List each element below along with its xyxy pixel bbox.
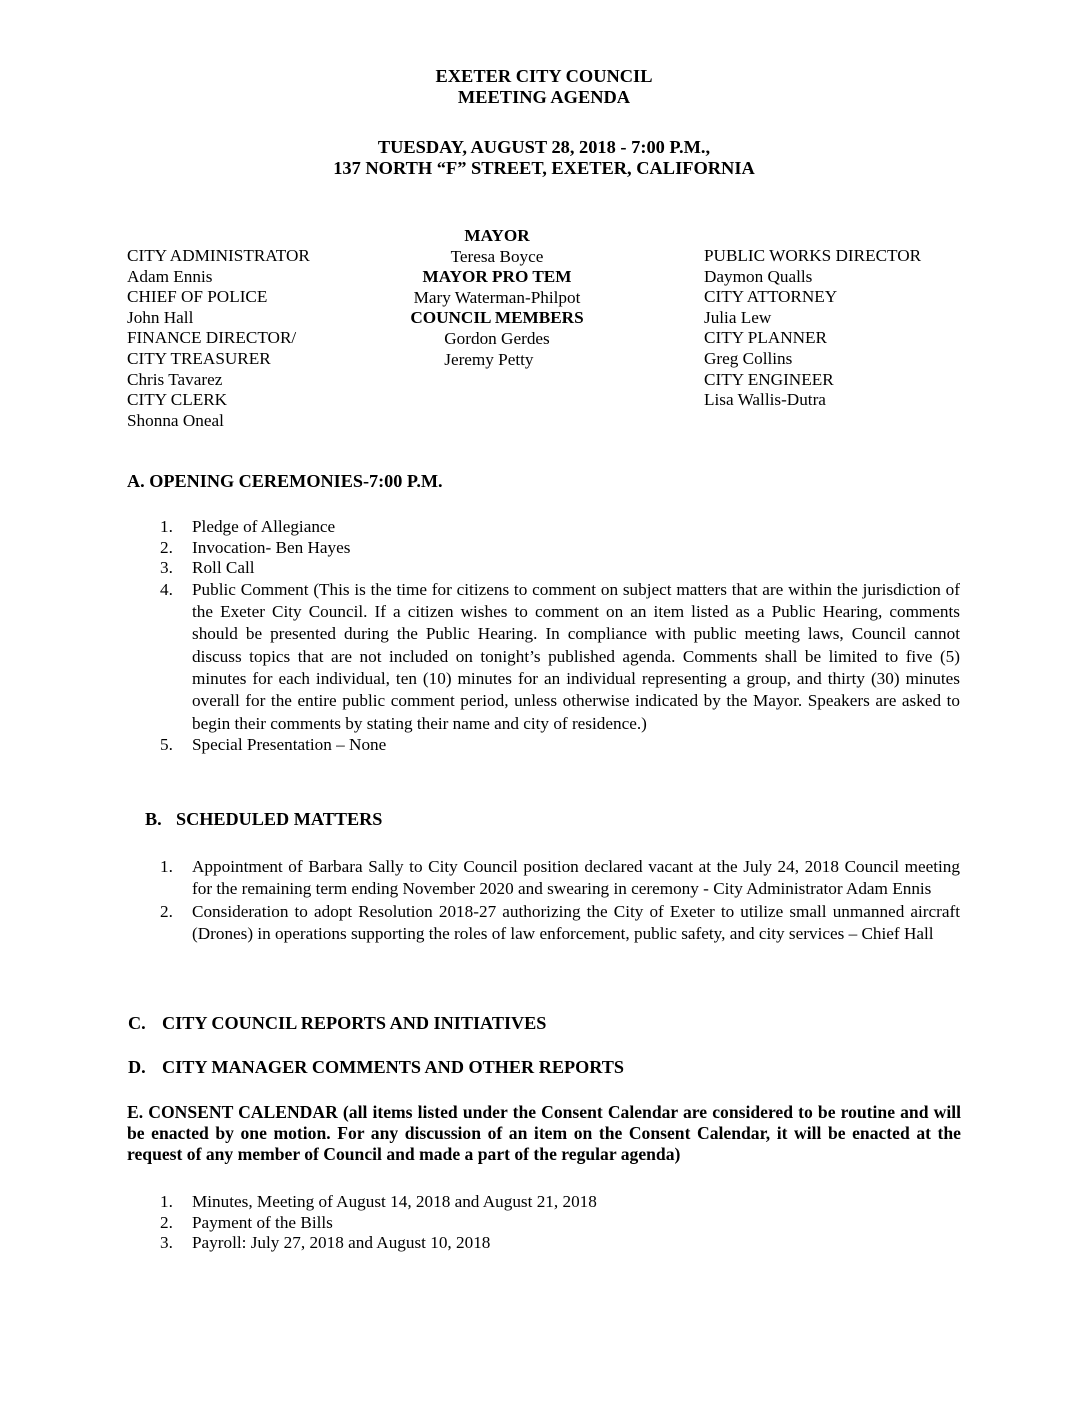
section-letter: C.: [128, 1013, 146, 1033]
official-name: John Hall: [127, 307, 194, 327]
item-text: Roll Call: [192, 558, 255, 578]
item-number: 4.: [160, 579, 173, 599]
item-number: 2.: [160, 1212, 173, 1232]
item-text: Payroll: July 27, 2018 and August 10, 2018: [192, 1233, 491, 1253]
officials-center-column: [372, 226, 622, 370]
meeting-info: [0, 137, 1088, 179]
section-title: CITY MANAGER COMMENTS AND OTHER REPORTS: [162, 1057, 624, 1077]
item-text: Payment of the Bills: [192, 1212, 333, 1232]
item-number: 1.: [160, 857, 173, 876]
official-title: CITY ENGINEER: [704, 369, 834, 389]
item-number: 2.: [160, 537, 173, 557]
section-title: SCHEDULED MATTERS: [176, 809, 383, 829]
official-title: CITY ADMINISTRATOR: [127, 246, 310, 265]
mayor-pro-tem-name: Mary Waterman-Philpot: [413, 287, 581, 307]
council-member-name: Jeremy Petty: [444, 349, 534, 369]
officials-left-column: [127, 246, 310, 431]
official-title: CHIEF OF POLICE: [127, 287, 268, 307]
item-text: Consideration to adopt Resolution 2018-27 authorizing the City of Exeter to utilize small unmanned aircraft (Drones) in operations supporting the roles of law enforcement, public safety, and city services – Chief Hall: [192, 901, 960, 943]
item-text: Invocation- Ben Hayes: [192, 537, 351, 557]
agenda-title: MEETING AGENDA: [457, 87, 631, 107]
official-name: Daymon Qualls: [704, 266, 813, 286]
section-e-consent-calendar-intro: E. CONSENT CALENDAR (all items listed under the Consent Calendar are considered to be routine and will be enacted by one motion. For any discussion of an item on the Consent Calendar, it will be enacted at the request of any member of Council and made a part of the regular agenda): [127, 1102, 961, 1164]
official-title: PUBLIC WORKS DIRECTOR: [704, 246, 922, 265]
item-number: 3.: [160, 558, 173, 578]
agenda-item: [160, 1233, 960, 1254]
agenda-item: [160, 517, 960, 538]
meeting-datetime: TUESDAY, AUGUST 28, 2018 - 7:00 P.M.,: [377, 137, 711, 157]
official-title: CITY TREASURER: [127, 348, 271, 368]
official-title: FINANCE DIRECTOR/: [127, 328, 297, 348]
document-title: [0, 66, 1088, 108]
mayor-pro-tem-label: MAYOR PRO TEM: [422, 267, 572, 287]
section-c-heading: [128, 1013, 546, 1034]
section-letter: B.: [145, 809, 162, 829]
official-name: Adam Ennis: [127, 266, 213, 286]
item-text: Public Comment (This is the time for citizens to comment on subject matters that are within the jurisdiction of the Exeter City Council. If a citizen wishes to comment on an item listed as a Public Hearing, comments should be presented during the Public Hearing. In compliance with public meeting laws, Council cannot discuss topics that are not included on tonight’s published agenda. Comments shall be limited to five (5) minutes for each individual, ten (10) minutes for an individual representing a group, and thirty (30) minutes overall for the entire public comment period, unless otherwise indicated by the Mayor. Speakers are asked to begin their comments by stating their name and city of residence.): [192, 579, 960, 733]
agenda-item: [160, 1192, 960, 1213]
official-name: Greg Collins: [704, 348, 793, 368]
section-b-list: [160, 856, 960, 945]
item-number: 1.: [160, 517, 173, 536]
section-e-list: [160, 1192, 960, 1254]
council-member-name: Gordon Gerdes: [444, 328, 550, 348]
section-d-heading: [128, 1057, 624, 1078]
meeting-address: 137 NORTH “F” STREET, EXETER, CALIFORNIA: [333, 158, 755, 178]
agenda-item: [160, 856, 960, 901]
section-a-list: [160, 517, 960, 755]
item-number: 2.: [160, 901, 173, 921]
official-title: CITY CLERK: [127, 390, 228, 410]
agenda-item: [160, 579, 960, 735]
council-member-list: [372, 329, 622, 370]
agenda-item: [160, 537, 960, 559]
agenda-item: [160, 734, 960, 756]
official-title: CITY PLANNER: [704, 328, 828, 348]
council-name: EXETER CITY COUNCIL: [435, 66, 653, 86]
item-text: Special Presentation – None: [192, 734, 387, 754]
section-b-heading: [145, 809, 382, 830]
item-text: Appointment of Barbara Sally to City Council position declared vacant at the July 24, 2018 Council meeting for the remaining term ending November 2020 and swearing in ceremony - City Administrator Adam Ennis: [192, 857, 960, 899]
item-text: Pledge of Allegiance: [192, 517, 336, 536]
official-name: Chris Tavarez: [127, 369, 223, 389]
agenda-item: [160, 901, 960, 946]
official-name: Julia Lew: [704, 307, 772, 327]
official-name: Lisa Wallis-Dutra: [704, 390, 826, 410]
officials-right-column: [704, 246, 921, 411]
mayor-label: MAYOR: [464, 226, 530, 245]
section-letter: D.: [128, 1057, 146, 1077]
council-members-label: COUNCIL MEMBERS: [410, 308, 584, 328]
official-title: CITY ATTORNEY: [704, 287, 838, 307]
agenda-item: [160, 1212, 960, 1234]
item-number: 5.: [160, 734, 173, 754]
item-number: 1.: [160, 1192, 173, 1211]
official-name: Shonna Oneal: [127, 410, 224, 430]
agenda-item: [160, 558, 960, 579]
mayor-name: Teresa Boyce: [450, 246, 544, 266]
item-text: Minutes, Meeting of August 14, 2018 and August 21, 2018: [192, 1192, 597, 1211]
item-number: 3.: [160, 1233, 173, 1253]
section-title: CITY COUNCIL REPORTS AND INITIATIVES: [162, 1013, 547, 1033]
section-a-heading: A. OPENING CEREMONIES-7:00 P.M.: [127, 471, 443, 491]
